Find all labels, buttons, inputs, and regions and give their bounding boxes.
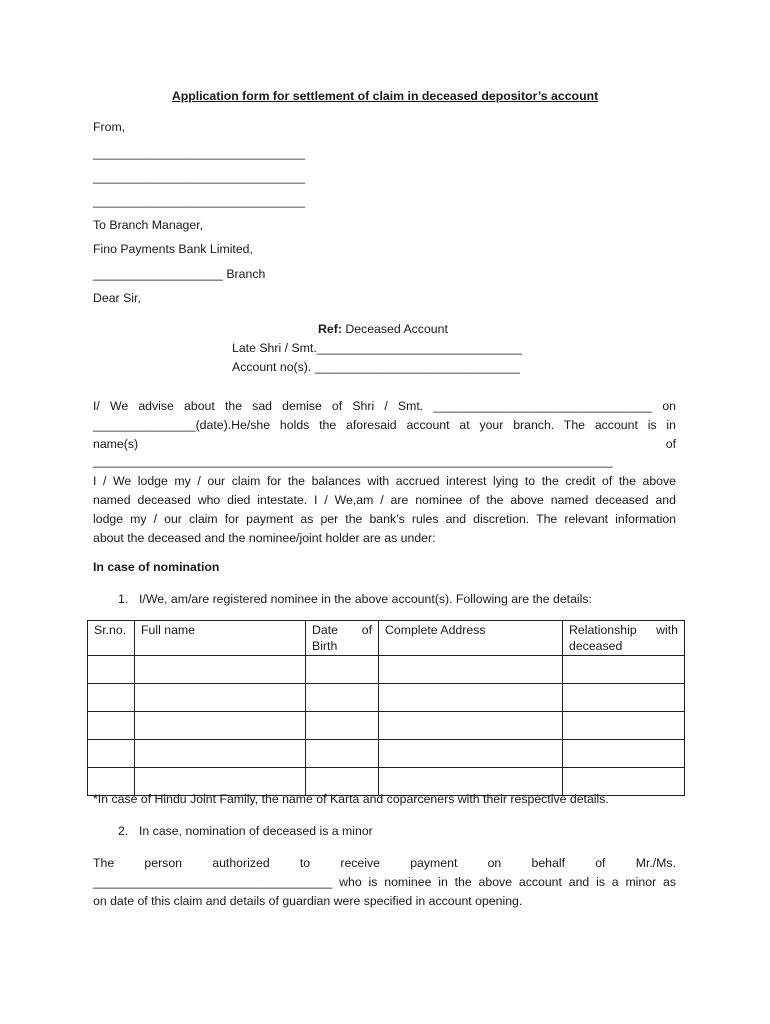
table-cell[interactable] [379,684,563,712]
table-cell[interactable] [88,656,135,684]
para1-line-6: named deceased who died intestate. I / We,am / are nominee of the above named deceased and [93,493,676,507]
table-cell[interactable] [135,712,306,740]
item-1-number: 1. [118,592,129,606]
addressee-line-1: To Branch Manager, [93,218,204,232]
late-shri-line: Late Shri / Smt.______________________________ [232,341,522,355]
table-header-row [88,621,685,656]
table-cell[interactable] [135,684,306,712]
col-header-relationship: Relationship with deceased [563,621,685,656]
item-1-text: I/We, am/are registered nominee in the above account(s). Following are the details: [139,592,592,606]
table-cell[interactable] [135,656,306,684]
para1-line-3: name(s) of [93,437,676,451]
from-line-1: _______________________________ [93,146,306,160]
col-header-dob: Date of Birth [306,621,379,656]
para1-line-1: I/ We advise about the sad demise of Shri / Smt. ________________________________ on [93,399,676,413]
from-label: From, [93,120,126,134]
addressee-line-2: Fino Payments Bank Limited, [93,242,253,256]
section-heading-nomination: In case of nomination [93,560,220,574]
footnote: *In case of Hindu Joint Family, the name of Karta and coparceners with their respective details. [93,792,609,806]
form-title: Application form for settlement of claim in deceased depositor’s account [171,89,599,103]
nominee-table [87,620,685,796]
from-line-3: _______________________________ [93,194,306,208]
table-cell[interactable] [379,740,563,768]
branch-line: ___________________ Branch [93,267,266,281]
ref-text: Deceased Account [341,322,448,336]
table-cell[interactable] [379,656,563,684]
col-header-srno: Sr.no. [88,621,135,656]
para1-line-7: lodge my / our claim for payment as per the bank’s rules and discretion. The relevant information [93,512,676,526]
table-row [88,656,685,684]
item-2-text: In case, nomination of deceased is a minor [139,824,373,838]
table-cell[interactable] [379,712,563,740]
table-cell[interactable] [306,684,379,712]
table-cell[interactable] [135,740,306,768]
ref-line [318,322,448,336]
table-cell[interactable] [563,656,685,684]
para2-line-1: The person authorized to receive payment on behalf of Mr./Ms. [93,856,676,870]
para2-line-3: on date of this claim and details of guardian were specified in account opening. [93,894,523,908]
account-no-line: Account no(s). ______________________________ [232,360,520,374]
table-cell[interactable] [306,740,379,768]
table-cell[interactable] [563,740,685,768]
table-cell[interactable] [88,684,135,712]
para1-line-4: ____________________________________________________________________________ [93,454,613,468]
para1-line-8: about the deceased and the nominee/joint holder are as under: [93,531,436,545]
item-2-number: 2. [118,824,129,838]
ref-label: Ref: [318,322,342,336]
from-line-2: _______________________________ [93,170,306,184]
table-cell[interactable] [563,712,685,740]
table-cell[interactable] [88,712,135,740]
col-header-full-name: Full name [135,621,306,656]
para1-line-5: I / We lodge my / our claim for the balances with accrued interest lying to the credit of the above [93,474,676,488]
table-row [88,684,685,712]
table-cell[interactable] [306,712,379,740]
table-row [88,740,685,768]
salutation: Dear Sir, [93,291,141,305]
para1-line-2: _______________(date).He/she holds the aforesaid account at your branch. The account is in [93,418,676,432]
para2-line-2: ___________________________________ who is nominee in the above account and is a minor as [93,875,676,889]
table-cell[interactable] [88,740,135,768]
col-header-address: Complete Address [379,621,563,656]
table-row [88,712,685,740]
table-cell[interactable] [306,656,379,684]
table-cell[interactable] [563,684,685,712]
